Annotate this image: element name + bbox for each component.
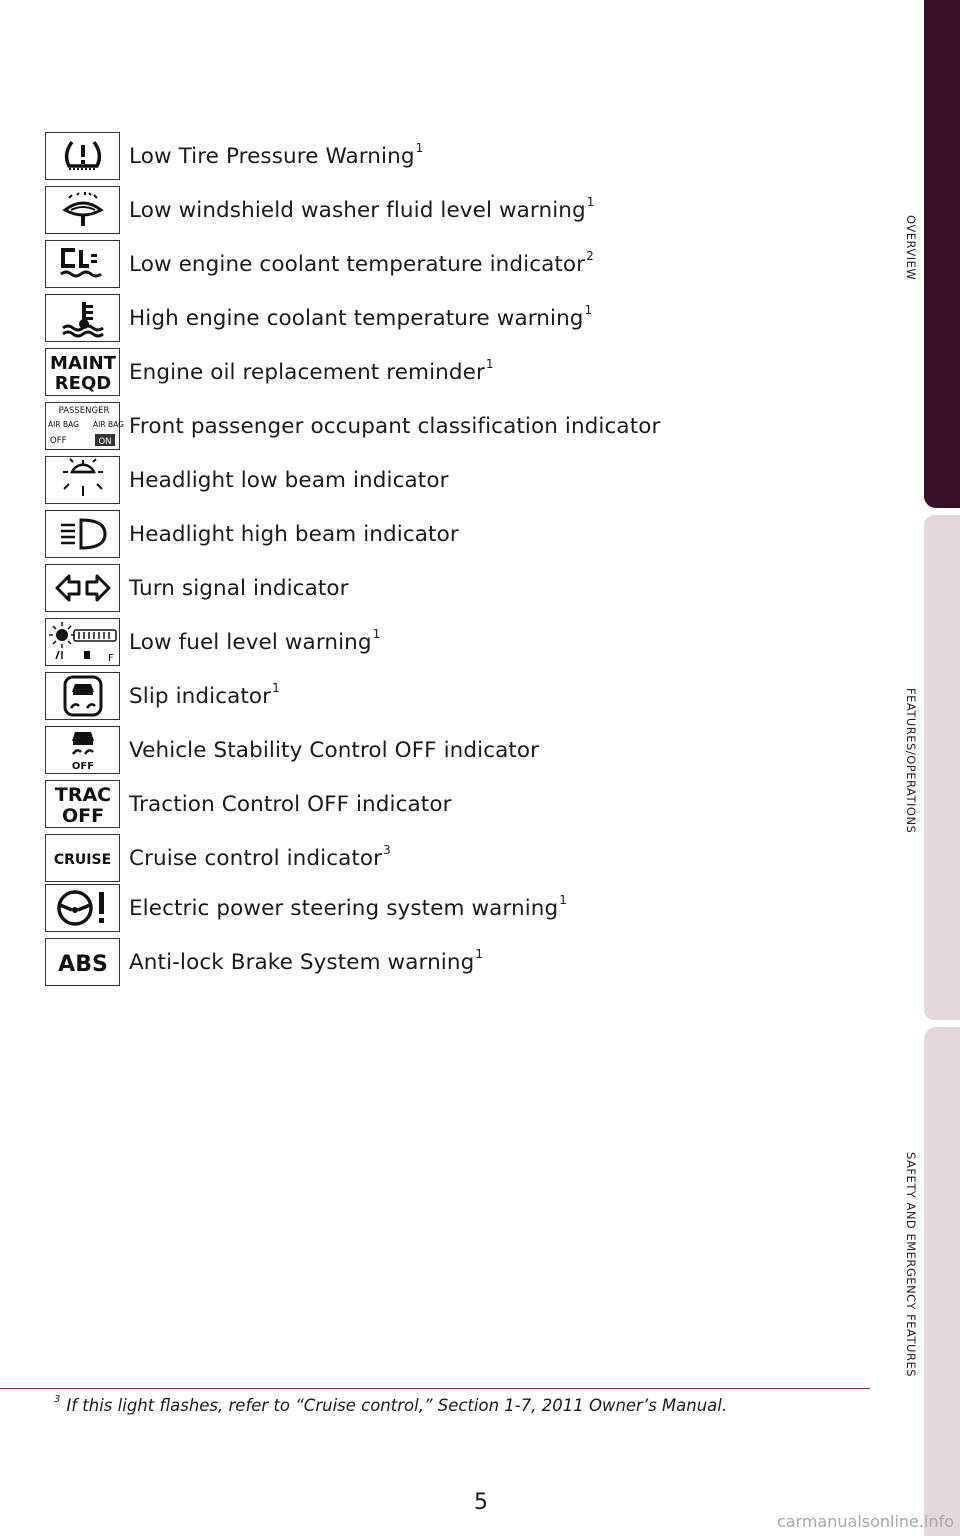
list-item [45, 618, 805, 668]
headlight-low-beam-icon [45, 456, 120, 504]
indicator-label: Anti-lock Brake System warning$^1$ [129, 947, 484, 975]
tire-pressure-warning-icon [45, 132, 120, 180]
cruise-icon [45, 834, 120, 882]
section-tabs [924, 0, 960, 1536]
list-item [45, 132, 805, 182]
indicator-label: Cruise control indicator$^3$ [129, 843, 391, 871]
svg-text:F: F [108, 653, 114, 664]
slip-indicator-icon [45, 672, 120, 720]
watermark: carmanualsonline.info [776, 1512, 954, 1531]
power-steering-warning-icon [45, 884, 120, 932]
list-item [45, 726, 805, 776]
indicator-label: Headlight high beam indicator [129, 522, 459, 547]
svg-text:OFF: OFF [50, 436, 67, 446]
headlight-high-beam-icon [45, 510, 120, 558]
indicator-label: Electric power steering system warning$^1$ [129, 893, 568, 921]
tab-features-operations[interactable] [924, 515, 960, 1020]
tab-overview-label: OVERVIEW [904, 215, 918, 281]
list-item [45, 672, 805, 722]
list-item [45, 780, 805, 830]
indicator-label: Turn signal indicator [129, 576, 349, 601]
list-item [45, 938, 805, 988]
list-item [45, 884, 805, 934]
svg-text:AIR BAG: AIR BAG [93, 420, 124, 429]
list-item [45, 456, 805, 506]
tab-safety-label: SAFETY AND EMERGENCY FEATURES [904, 1152, 918, 1378]
footnote-divider [0, 1388, 870, 1389]
svg-text:OFF: OFF [71, 761, 94, 772]
high-coolant-temp-icon [45, 294, 120, 342]
list-item [45, 834, 805, 884]
svg-text:ON: ON [98, 437, 112, 447]
list-item [45, 564, 805, 614]
indicator-label: Engine oil replacement reminder$^1$ [129, 357, 494, 385]
svg-text:TRAC: TRAC [54, 784, 111, 806]
list-item [45, 402, 805, 452]
svg-text:PASSENGER: PASSENGER [58, 406, 110, 416]
passenger-airbag-icon [45, 402, 124, 450]
svg-text:CRUISE: CRUISE [53, 852, 112, 868]
list-item [45, 240, 805, 290]
svg-text:OFF: OFF [61, 805, 104, 827]
indicator-label: Low Tire Pressure Warning$^1$ [129, 141, 424, 169]
list-item [45, 348, 805, 398]
svg-text:ABS: ABS [57, 952, 108, 977]
turn-signal-icon [45, 564, 120, 612]
svg-text:MAINT: MAINT [49, 353, 116, 374]
footnote: $^3$ If this light flashes, refer to “Cruise control,” Section 1-7, 2011 Owner’s Manual. [54, 1394, 728, 1415]
indicator-label: Slip indicator$^1$ [129, 681, 280, 709]
svg-text:AIR BAG: AIR BAG [48, 420, 79, 429]
svg-text:REQD: REQD [54, 373, 111, 394]
indicator-label: Low windshield washer fluid level warning$^1$ [129, 195, 595, 223]
indicator-label: High engine coolant temperature warning$^1$ [129, 303, 593, 331]
trac-off-icon [45, 780, 120, 828]
abs-icon [45, 938, 120, 986]
washer-fluid-icon [45, 186, 120, 234]
indicator-label: Low engine coolant temperature indicator$^2$ [129, 249, 594, 277]
vsc-off-icon [45, 726, 120, 774]
indicator-label: Front passenger occupant classification indicator [129, 414, 661, 439]
tab-features-label: FEATURES/OPERATIONS [904, 688, 918, 834]
list-item [45, 186, 805, 236]
tab-safety-emergency[interactable] [924, 1027, 960, 1536]
list-item [45, 510, 805, 560]
indicator-label: Headlight low beam indicator [129, 468, 449, 493]
indicator-label: Low fuel level warning$^1$ [129, 627, 381, 655]
tab-overview[interactable] [924, 0, 960, 508]
fuel-gauge-icon [45, 618, 120, 666]
indicator-label: Traction Control OFF indicator [129, 792, 452, 817]
list-item [45, 294, 805, 344]
low-coolant-temp-icon [45, 240, 120, 288]
indicator-label: Vehicle Stability Control OFF indicator [129, 738, 540, 763]
page-number: 5 [474, 1490, 488, 1515]
maint-reqd-icon [45, 348, 120, 396]
